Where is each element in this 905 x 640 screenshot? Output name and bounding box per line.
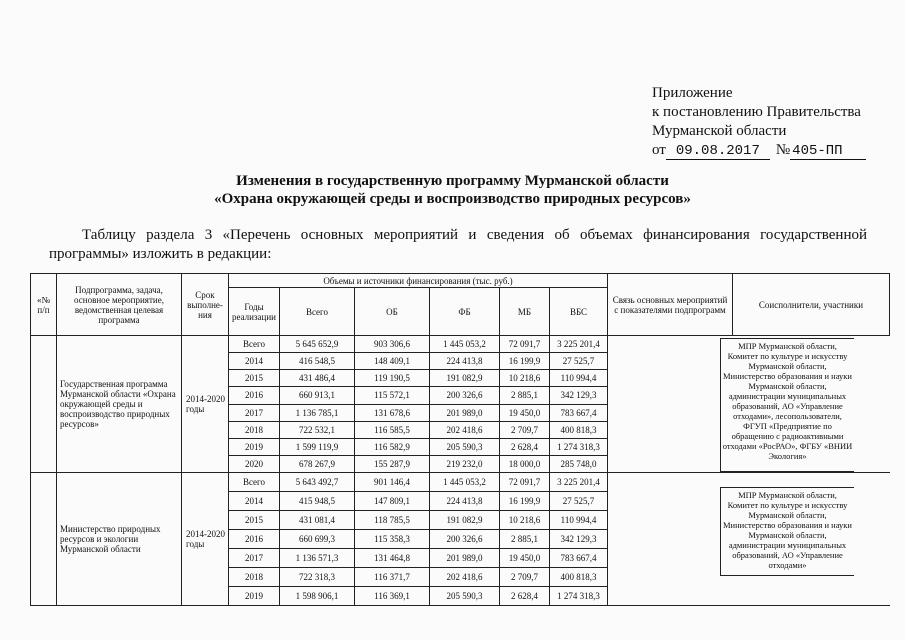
header-link: Связь основных мероприятий с показателями подпрограмм — [608, 274, 733, 336]
cell-vbs: 783 667,4 — [550, 404, 608, 421]
cell-ob: 147 809,1 — [355, 492, 430, 511]
header-ob: ОБ — [355, 288, 430, 336]
cell-total: 722 532,1 — [280, 421, 355, 438]
program-name: Государственная программа Мурманской области «Охрана окружающей среды и воспроизводство природных ресурсов» — [57, 336, 182, 473]
cell-vbs: 285 748,0 — [550, 455, 608, 472]
cell-fb: 200 326,6 — [430, 530, 500, 549]
cell-mb: 2 709,7 — [500, 568, 550, 587]
cell-ob: 118 785,5 — [355, 511, 430, 530]
program-term: 2014-2020 годы — [182, 336, 229, 473]
title-line-2: «Охрана окружающей среды и воспроизводство природных ресурсов» — [214, 191, 691, 207]
cell-mb: 2 628,4 — [500, 587, 550, 606]
cell-fb: 224 413,8 — [430, 492, 500, 511]
cell-total: 431 486,4 — [280, 370, 355, 387]
cell-ob: 116 582,9 — [355, 438, 430, 455]
cell-year: 2015 — [229, 511, 280, 530]
row-num-cell — [31, 473, 57, 606]
cell-ob: 115 572,1 — [355, 387, 430, 404]
cell-year: Всего — [229, 336, 280, 353]
cell-vbs: 1 274 318,3 — [550, 587, 608, 606]
cell-year: 2014 — [229, 492, 280, 511]
executors-text: МПР Мурманской области, Комитет по культуре и искусству Мурманской области, Министерство образования и науки Мурманской области, администрации муниципальных образований, АО «Управление отходами» — [720, 487, 854, 576]
cell-fb: 202 418,6 — [430, 421, 500, 438]
cell-fb: 191 082,9 — [430, 370, 500, 387]
cell-mb: 16 199,9 — [500, 492, 550, 511]
cell-year: 2016 — [229, 530, 280, 549]
appendix-number: 405-ПП — [790, 143, 866, 160]
cell-total: 1 136 571,3 — [280, 549, 355, 568]
cell-mb: 10 218,6 — [500, 370, 550, 387]
executors-cell — [608, 336, 890, 473]
program-name: Министерство природных ресурсов и экологии Мурманской области — [57, 473, 182, 606]
cell-vbs: 27 525,7 — [550, 353, 608, 370]
cell-year: 2014 — [229, 353, 280, 370]
executors-text: МПР Мурманской области, Комитет по культуре и искусству Мурманской области, Министерство образования и науки Мурманской области, администрации муниципальных образований, АО «Управление отходами», лесопользователи, ФГУП «Предприятие по обращению с радиоактивными отходами «РосРАО», ФГБУ «ВНИИ Экология» — [720, 338, 854, 472]
table-row — [31, 473, 890, 492]
cell-year: 2016 — [229, 387, 280, 404]
header-executors: Соисполнители, участники — [733, 274, 890, 336]
cell-vbs: 27 525,7 — [550, 492, 608, 511]
cell-fb: 200 326,6 — [430, 387, 500, 404]
header-total: Всего — [280, 288, 355, 336]
cell-ob: 131 464,8 — [355, 549, 430, 568]
cell-mb: 2 709,7 — [500, 421, 550, 438]
cell-total: 5 643 492,7 — [280, 473, 355, 492]
cell-mb: 72 091,7 — [500, 473, 550, 492]
cell-mb: 18 000,0 — [500, 455, 550, 472]
cell-vbs: 110 994,4 — [550, 370, 608, 387]
cell-mb: 2 885,1 — [500, 530, 550, 549]
cell-fb: 201 989,0 — [430, 549, 500, 568]
appendix-date: 09.08.2017 — [666, 143, 770, 160]
appendix-block — [652, 84, 872, 160]
cell-total: 1 599 119,9 — [280, 438, 355, 455]
cell-ob: 116 585,5 — [355, 421, 430, 438]
program-term: 2014-2020 годы — [182, 473, 229, 606]
header-funding: Объемы и источники финансирования (тыс. руб.) — [229, 274, 608, 288]
cell-vbs: 3 225 201,4 — [550, 473, 608, 492]
executors-cell — [608, 473, 890, 606]
cell-ob: 903 306,6 — [355, 336, 430, 353]
header-fb: ФБ — [430, 288, 500, 336]
appendix-date-line — [652, 141, 872, 160]
cell-mb: 19 450,0 — [500, 404, 550, 421]
intro-paragraph: Таблицу раздела 3 «Перечень основных мероприятий и сведения об объемах финансирования государственной программы» изложить в редакции: — [49, 227, 867, 262]
row-num-cell — [31, 336, 57, 473]
appendix-line-1: Приложение — [652, 85, 733, 101]
cell-total: 5 645 652,9 — [280, 336, 355, 353]
cell-mb: 2 885,1 — [500, 387, 550, 404]
cell-vbs: 400 818,3 — [550, 421, 608, 438]
cell-year: 2019 — [229, 438, 280, 455]
header-vbs: ВБС — [550, 288, 608, 336]
cell-vbs: 110 994,4 — [550, 511, 608, 530]
financing-table — [30, 273, 890, 606]
cell-fb: 205 590,3 — [430, 438, 500, 455]
cell-fb: 205 590,3 — [430, 587, 500, 606]
title-line-1: Изменения в государственную программу Мурманской области — [236, 173, 669, 189]
cell-year: 2015 — [229, 370, 280, 387]
cell-ob: 119 190,5 — [355, 370, 430, 387]
header-years: Годы реализации — [229, 288, 280, 336]
cell-fb: 224 413,8 — [430, 353, 500, 370]
header-num: «№ п/п — [31, 274, 57, 336]
appendix-date-prefix: от — [652, 142, 666, 158]
cell-total: 660 913,1 — [280, 387, 355, 404]
appendix-line-2: к постановлению Правительства — [652, 104, 861, 120]
cell-ob: 155 287,9 — [355, 455, 430, 472]
cell-ob: 116 369,1 — [355, 587, 430, 606]
cell-total: 678 267,9 — [280, 455, 355, 472]
cell-vbs: 1 274 318,3 — [550, 438, 608, 455]
cell-vbs: 342 129,3 — [550, 530, 608, 549]
cell-year: 2017 — [229, 404, 280, 421]
table-row — [31, 336, 890, 353]
cell-total: 1 136 785,1 — [280, 404, 355, 421]
cell-vbs: 400 818,3 — [550, 568, 608, 587]
cell-year: 2018 — [229, 568, 280, 587]
cell-mb: 72 091,7 — [500, 336, 550, 353]
appendix-line-3: Мурманской области — [652, 123, 787, 139]
cell-fb: 1 445 053,2 — [430, 336, 500, 353]
cell-ob: 116 371,7 — [355, 568, 430, 587]
cell-mb: 2 628,4 — [500, 438, 550, 455]
cell-ob: 901 146,4 — [355, 473, 430, 492]
cell-ob: 115 358,3 — [355, 530, 430, 549]
header-program: Подпрограмма, задача, основное мероприятие, ведомственная целевая программа — [57, 274, 182, 336]
cell-year: Всего — [229, 473, 280, 492]
cell-year: 2018 — [229, 421, 280, 438]
cell-year: 2017 — [229, 549, 280, 568]
header-mb: МБ — [500, 288, 550, 336]
cell-mb: 16 199,9 — [500, 353, 550, 370]
cell-fb: 191 082,9 — [430, 511, 500, 530]
cell-total: 431 081,4 — [280, 511, 355, 530]
cell-total: 415 948,5 — [280, 492, 355, 511]
cell-fb: 201 989,0 — [430, 404, 500, 421]
cell-mb: 10 218,6 — [500, 511, 550, 530]
cell-fb: 1 445 053,2 — [430, 473, 500, 492]
cell-ob: 148 409,1 — [355, 353, 430, 370]
cell-total: 722 318,3 — [280, 568, 355, 587]
cell-vbs: 342 129,3 — [550, 387, 608, 404]
cell-mb: 19 450,0 — [500, 549, 550, 568]
cell-year: 2019 — [229, 587, 280, 606]
cell-year: 2020 — [229, 455, 280, 472]
cell-vbs: 783 667,4 — [550, 549, 608, 568]
appendix-number-sign: № — [775, 142, 791, 158]
header-term: Срок выполне-ния — [182, 274, 229, 336]
cell-vbs: 3 225 201,4 — [550, 336, 608, 353]
cell-total: 416 548,5 — [280, 353, 355, 370]
cell-ob: 131 678,6 — [355, 404, 430, 421]
cell-fb: 219 232,0 — [430, 455, 500, 472]
cell-fb: 202 418,6 — [430, 568, 500, 587]
cell-total: 1 598 906,1 — [280, 587, 355, 606]
cell-total: 660 699,3 — [280, 530, 355, 549]
document-title — [0, 172, 905, 208]
